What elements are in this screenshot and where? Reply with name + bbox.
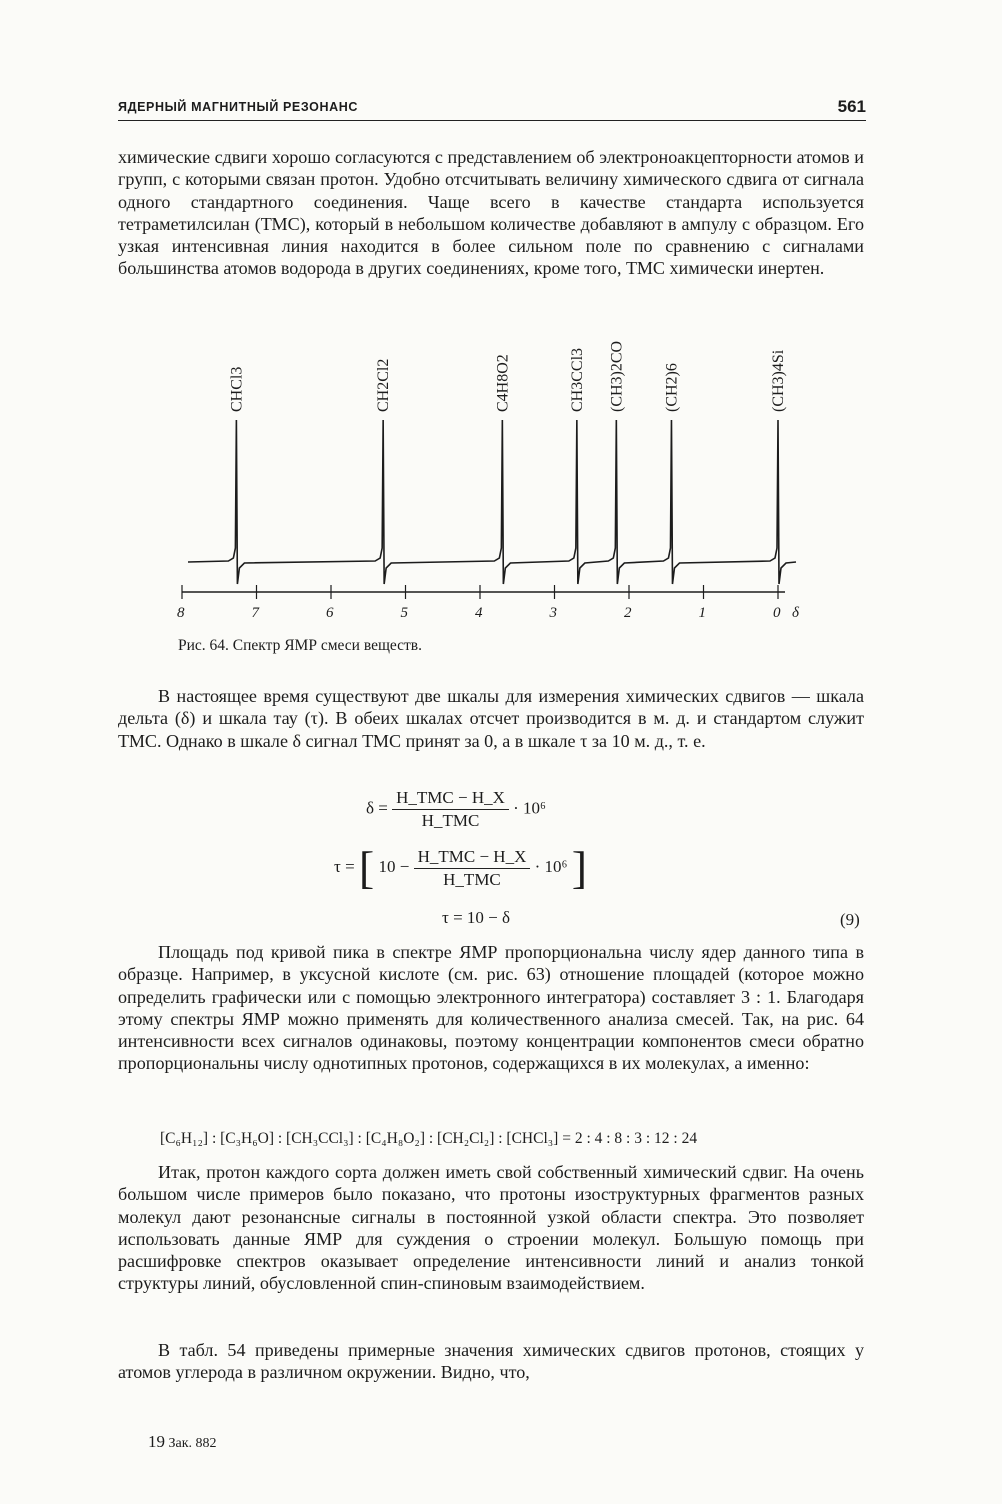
right-bracket: ]: [571, 842, 588, 893]
peak-labels: [228, 341, 787, 412]
concentration-ratio: [C₆H₁₂] : [C₃H₆O] : [CH₃CCl₃] : [C₄H₈O₂] : [CH₂Cl₂] : [CHCl₃] = 2 : 4 : 8 : 3 : 12 : 24: [160, 1130, 698, 1147]
x-tick-label: 0: [773, 605, 781, 621]
paragraph-2: В настоящее время существуют две шкалы для измерения химических сдвигов — шкала дельта (δ) и шкала тау (τ). В обеих шкалах отсчет производится в м. д. и стандартом служит ТМС. Однако в шкале δ сигнал ТМС принят за 0, а в шкале τ за 10 м. д., т. е.: [118, 686, 864, 751]
x-tick-label: 5: [400, 605, 408, 621]
peak-label: C4H8O2: [494, 354, 512, 412]
x-tick-label: 8: [177, 605, 185, 621]
paragraph-4: Итак, протон каждого сорта должен иметь свой собственный химический сдвиг. На очень большом числе примеров было показано, что протоны изоструктурных фрагментов разных молекул дают резонансные сигналы в постоянной узкой области спектра. Это позволяет использовать данные ЯМР для суждения о строении молекул. Большую помощь при расшифровке спектров оказывает определение интенсивности линий и анализ тонкой структуры линий, обусловленной спин-спиновым взаимодействием.: [118, 1162, 864, 1294]
paragraph-3: Площадь под кривой пика в спектре ЯМР пропорциональна числу ядер данного типа в образце. Например, в уксусной кислоте (см. рис. 63) отношение площадей (которое можно определить графически или с помощью электронного интегратора) составляет 3 : 1. Благодаря этому спектры ЯМР можно применять для количественного анализа смесей. Так, на рис. 64 интенсивности всех сигналов одинаковы, поэтому концентрации компонентов смеси обратно пропорциональны числу однотипных протонов, содержащихся в их молекулах, а именно:: [118, 942, 864, 1074]
spectrum-trace: [188, 420, 796, 584]
tau-ten: 10 −: [378, 856, 410, 876]
x-tick-label: 1: [698, 605, 706, 621]
page-number: 561: [837, 97, 866, 116]
running-head: ЯДЕРНЫЙ МАГНИТНЫЙ РЕЗОНАНС: [118, 100, 358, 114]
left-bracket: [: [358, 842, 375, 893]
peak-label: (CH2)6: [663, 363, 681, 412]
axis-symbol: δ: [792, 605, 799, 621]
page-header: [118, 98, 866, 121]
paragraph-1: химические сдвиги хорошо согласуются с представлением об электроноакцепторности атомов и групп, с которыми связан протон. Удобно отсчитывать величину химического сдвига от сигнала одного стандартного соединения. Чаще всего в качестве стандарта используется тетраметилсилан (ТМС), который в небольшом количестве добавляют в ампулу с образцом. Его узкая интенсивная линия находится в более сильном поле по сравнению с сигналами большинства атомов водорода в других соединениях, кроме того, ТМС химически инертен.: [118, 147, 864, 279]
signature-number: 19: [148, 1432, 165, 1451]
tau-lhs: τ =: [334, 856, 355, 876]
delta-fraction: [392, 788, 509, 831]
delta-lhs: δ =: [366, 798, 388, 818]
figure-caption: Рис. 64. Спектр ЯМР смеси веществ.: [178, 637, 422, 654]
peak-label: (CH3)4Si: [770, 349, 787, 412]
x-tick-label: 3: [549, 605, 557, 621]
peak-label: CH2Cl2: [375, 358, 393, 412]
tau-formula: [334, 842, 588, 893]
tau-denominator: H_TMC: [443, 869, 501, 889]
tau-delta-relation: τ = 10 − δ: [442, 908, 511, 927]
nmr-spectrum-figure: [160, 330, 820, 630]
order-number: Зак. 882: [168, 1436, 217, 1451]
tau-fraction: [414, 847, 531, 890]
peak-label: CH3CCl3: [568, 347, 586, 412]
equation-number: (9): [840, 910, 860, 929]
delta-numerator: H_TMC − H_X: [392, 788, 509, 810]
peak-label: (CH3)2CO: [608, 340, 626, 412]
paragraph-5: В табл. 54 приведены примерные значения химических сдвигов протонов, стоящих у атомов углерода в различном окружении. Видно, что,: [118, 1340, 864, 1383]
printer-signature: [148, 1432, 217, 1452]
tau-numerator: H_TMC − H_X: [414, 847, 531, 869]
delta-formula: [366, 788, 546, 831]
x-tick-label: 6: [326, 605, 334, 621]
tau-factor: · 10⁶: [534, 856, 568, 876]
peak-label: CHCl3: [228, 366, 246, 412]
x-axis-ticks: [177, 585, 800, 621]
delta-factor: · 10⁶: [513, 798, 546, 818]
x-tick-label: 2: [624, 605, 632, 621]
delta-denominator: H_TMC: [421, 811, 480, 830]
x-tick-label: 4: [475, 605, 483, 621]
x-tick-label: 7: [251, 605, 259, 621]
